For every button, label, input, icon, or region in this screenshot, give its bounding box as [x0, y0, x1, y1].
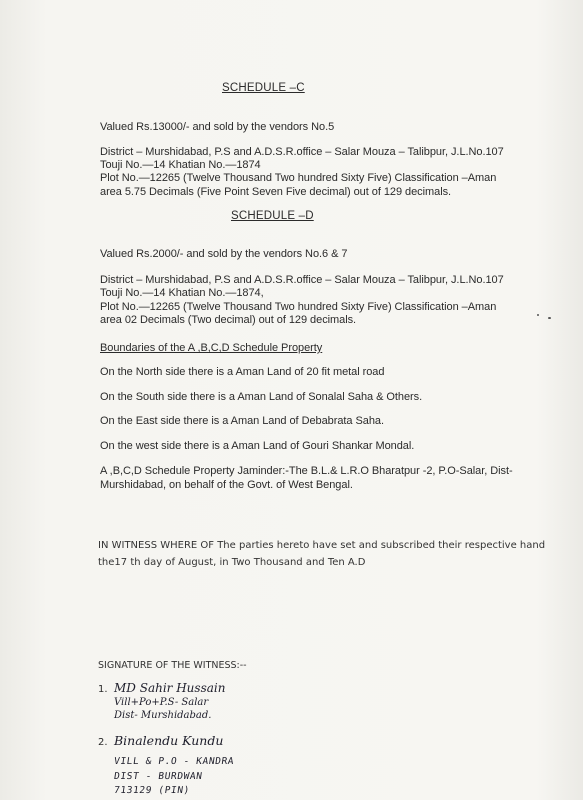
- schedule-d-line2: Touji No.—14 Khatian No.—1874,: [100, 287, 264, 299]
- boundary-south: On the South side there is a Aman Land of Sonalal Saha & Others.: [100, 391, 423, 403]
- ink-speck: [548, 317, 551, 319]
- jamindar-line2: Murshidabad, on behalf of the Govt. of West Bengal.: [100, 479, 353, 491]
- boundary-east: On the East side there is a Aman Land of Debabrata Saha.: [100, 415, 384, 427]
- witness-1-name: MD Sahir Hussain: [114, 681, 226, 695]
- schedule-c-line4: area 5.75 Decimals (Five Point Seven Five decimal) out of 129 decimals.: [100, 186, 452, 198]
- witness-1-address-1: Vill+Po+P.S- Salar: [114, 697, 209, 708]
- schedule-c-heading: SCHEDULE –C: [222, 82, 305, 94]
- schedule-d-line4: area 02 Decimals (Two decimal) out of 129 decimals.: [100, 314, 357, 326]
- witness-1-address-2: Dist- Murshidabad.: [114, 710, 212, 721]
- witness-2-address-1: VILL & P.O - KANDRA: [113, 756, 235, 767]
- schedule-d-line1: District – Murshidabad, P.S and A.D.S.R.office – Salar Mouza – Talibpur, J.L.No.107: [100, 274, 504, 286]
- witness-2-address-2: DIST - BURDWAN: [113, 771, 204, 782]
- boundary-north: On the North side there is a Aman Land of 20 fit metal road: [100, 366, 385, 378]
- witness-2-number: 2.: [98, 737, 108, 748]
- witness-2-name: Binalendu Kundu: [114, 733, 224, 748]
- jamindar-line1: A ,B,C,D Schedule Property Jaminder:-The B.L.& L.R.O Bharatpur -2, P.O-Salar, Dist-: [100, 465, 513, 477]
- witness-clause-line1: IN WITNESS WHERE OF The parties hereto have set and subscribed their respective hand: [98, 540, 546, 551]
- schedule-d-valued: Valued Rs.2000/- and sold by the vendors No.6 & 7: [100, 248, 348, 260]
- ink-speck: [537, 314, 539, 316]
- schedule-c-line2: Touji No.—14 Khatian No.—1874: [100, 159, 261, 171]
- schedule-c-valued: Valued Rs.13000/- and sold by the vendors No.5: [100, 121, 335, 133]
- schedule-d-heading: SCHEDULE –D: [231, 210, 314, 222]
- witness-1-number: 1.: [98, 684, 108, 695]
- witness-2-address-3: 713129 (PIN): [113, 785, 191, 796]
- schedule-d-line3: Plot No.—12265 (Twelve Thousand Two hundred Sixty Five) Classification –Aman: [100, 301, 497, 313]
- boundaries-heading: Boundaries of the A ,B,C,D Schedule Property: [100, 342, 323, 354]
- boundary-west: On the west side there is a Aman Land of Gouri Shankar Mondal.: [100, 440, 415, 452]
- witness-clause-line2: the17 th day of August, in Two Thousand and Ten A.D: [98, 557, 366, 568]
- schedule-c-line3: Plot No.—12265 (Twelve Thousand Two hundred Sixty Five) Classification –Aman: [100, 172, 497, 184]
- schedule-c-line1: District – Murshidabad, P.S and A.D.S.R.office – Salar Mouza – Talibpur, J.L.No.107: [100, 146, 504, 158]
- signature-title: SIGNATURE OF THE WITNESS:--: [98, 660, 247, 671]
